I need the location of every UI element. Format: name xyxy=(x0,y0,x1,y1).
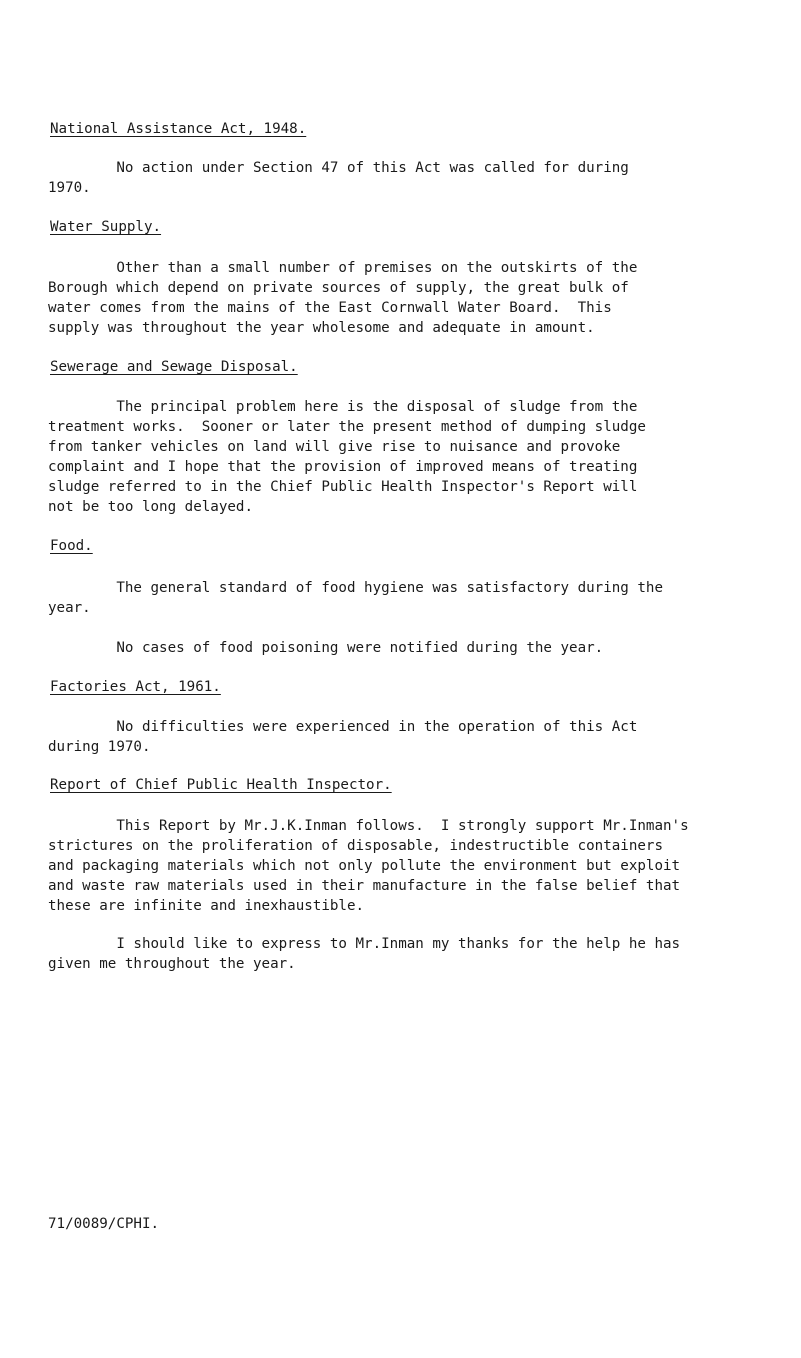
heading-water-supply: Water Supply. xyxy=(50,219,162,235)
paragraph-thanks: I should like to express to Mr.Inman my thanks for the help he has given me throughout the year. xyxy=(48,936,681,972)
heading-factories-act: Factories Act, 1961. xyxy=(50,679,221,695)
heading-report-chief-public-health-inspector: Report of Chief Public Health Inspector. xyxy=(50,777,392,793)
heading-sewerage-and-sewage-disposal: Sewerage and Sewage Disposal. xyxy=(50,359,298,375)
heading-food: Food. xyxy=(50,538,93,554)
paragraph-food-poisoning: No cases of food poisoning were notified during the year. xyxy=(48,640,604,656)
paragraph-sewerage: The principal problem here is the disposal of sludge from the treatment works. Sooner or later the present method of dumping sludge from tanker vehicles on land will give rise to nuisance and provoke complaint and I hope that the provision of improved means of treating sludge referred to in the Chief Public Health Inspector's Report will not be too long delayed. xyxy=(48,399,646,515)
heading-national-assistance-act: National Assistance Act, 1948. xyxy=(50,121,307,137)
paragraph-water-supply: Other than a small number of premises on the outskirts of the Borough which depend on private sources of supply, the great bulk of water comes from the mains of the East Cornwall Water Board. This supply was throughout the year wholesome and adequate in amount. xyxy=(48,260,638,336)
paragraph-national-assistance: No action under Section 47 of this Act was called for during 1970. xyxy=(48,160,629,196)
document-reference: 71/0089/CPHI. xyxy=(48,1216,160,1232)
paragraph-food-hygiene: The general standard of food hygiene was satisfactory during the year. xyxy=(48,580,663,616)
paragraph-inspector-report: This Report by Mr.J.K.Inman follows. I strongly support Mr.Inman's strictures on the proliferation of disposable, indestructible containers and packaging materials which not only pollute the environment but exploit and waste raw materials used in their manufacture in the false belief that these are infinite and inexhaustible. xyxy=(48,818,689,914)
paragraph-factories-act: No difficulties were experienced in the operation of this Act during 1970. xyxy=(48,719,638,755)
